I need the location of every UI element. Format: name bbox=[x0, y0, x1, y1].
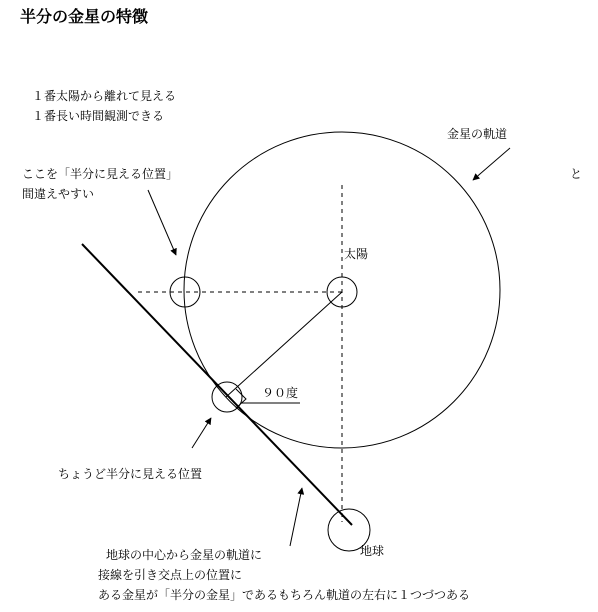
explanation-line-1: 地球の中心から金星の軌道に bbox=[106, 548, 263, 562]
half-position-arrow bbox=[192, 418, 211, 448]
explanation-line-3: ある金星が「半分の金星」であるもちろん軌道の左右に１つづつある bbox=[98, 588, 471, 602]
earth-label: 地球 bbox=[360, 544, 385, 558]
feature-line-2: １番長い時間観測できる bbox=[32, 109, 165, 123]
orbit-arrow bbox=[473, 148, 510, 180]
mistake-label-line-2: 間違えやすい bbox=[22, 187, 95, 201]
angle-label: ９０度 bbox=[262, 386, 299, 400]
explanation-arrow bbox=[290, 488, 302, 546]
sun-label: 太陽 bbox=[344, 247, 369, 261]
half-venus-position bbox=[212, 382, 242, 412]
mistake-arrow bbox=[148, 190, 176, 255]
tangent-line bbox=[82, 244, 352, 525]
diagram-title: 半分の金星の特徴 bbox=[20, 7, 149, 26]
sun-venus-radius bbox=[226, 292, 342, 397]
feature-line-1: １番太陽から離れて見える bbox=[32, 89, 177, 103]
orbit-label: 金星の軌道 bbox=[447, 127, 508, 141]
half-position-label: ちょうど半分に見える位置 bbox=[58, 467, 203, 481]
to-label: と bbox=[570, 167, 583, 181]
mistake-label-line-1: ここを「半分に見える位置」 bbox=[22, 167, 179, 181]
explanation-line-2: 接線を引き交点上の位置に bbox=[98, 568, 243, 582]
